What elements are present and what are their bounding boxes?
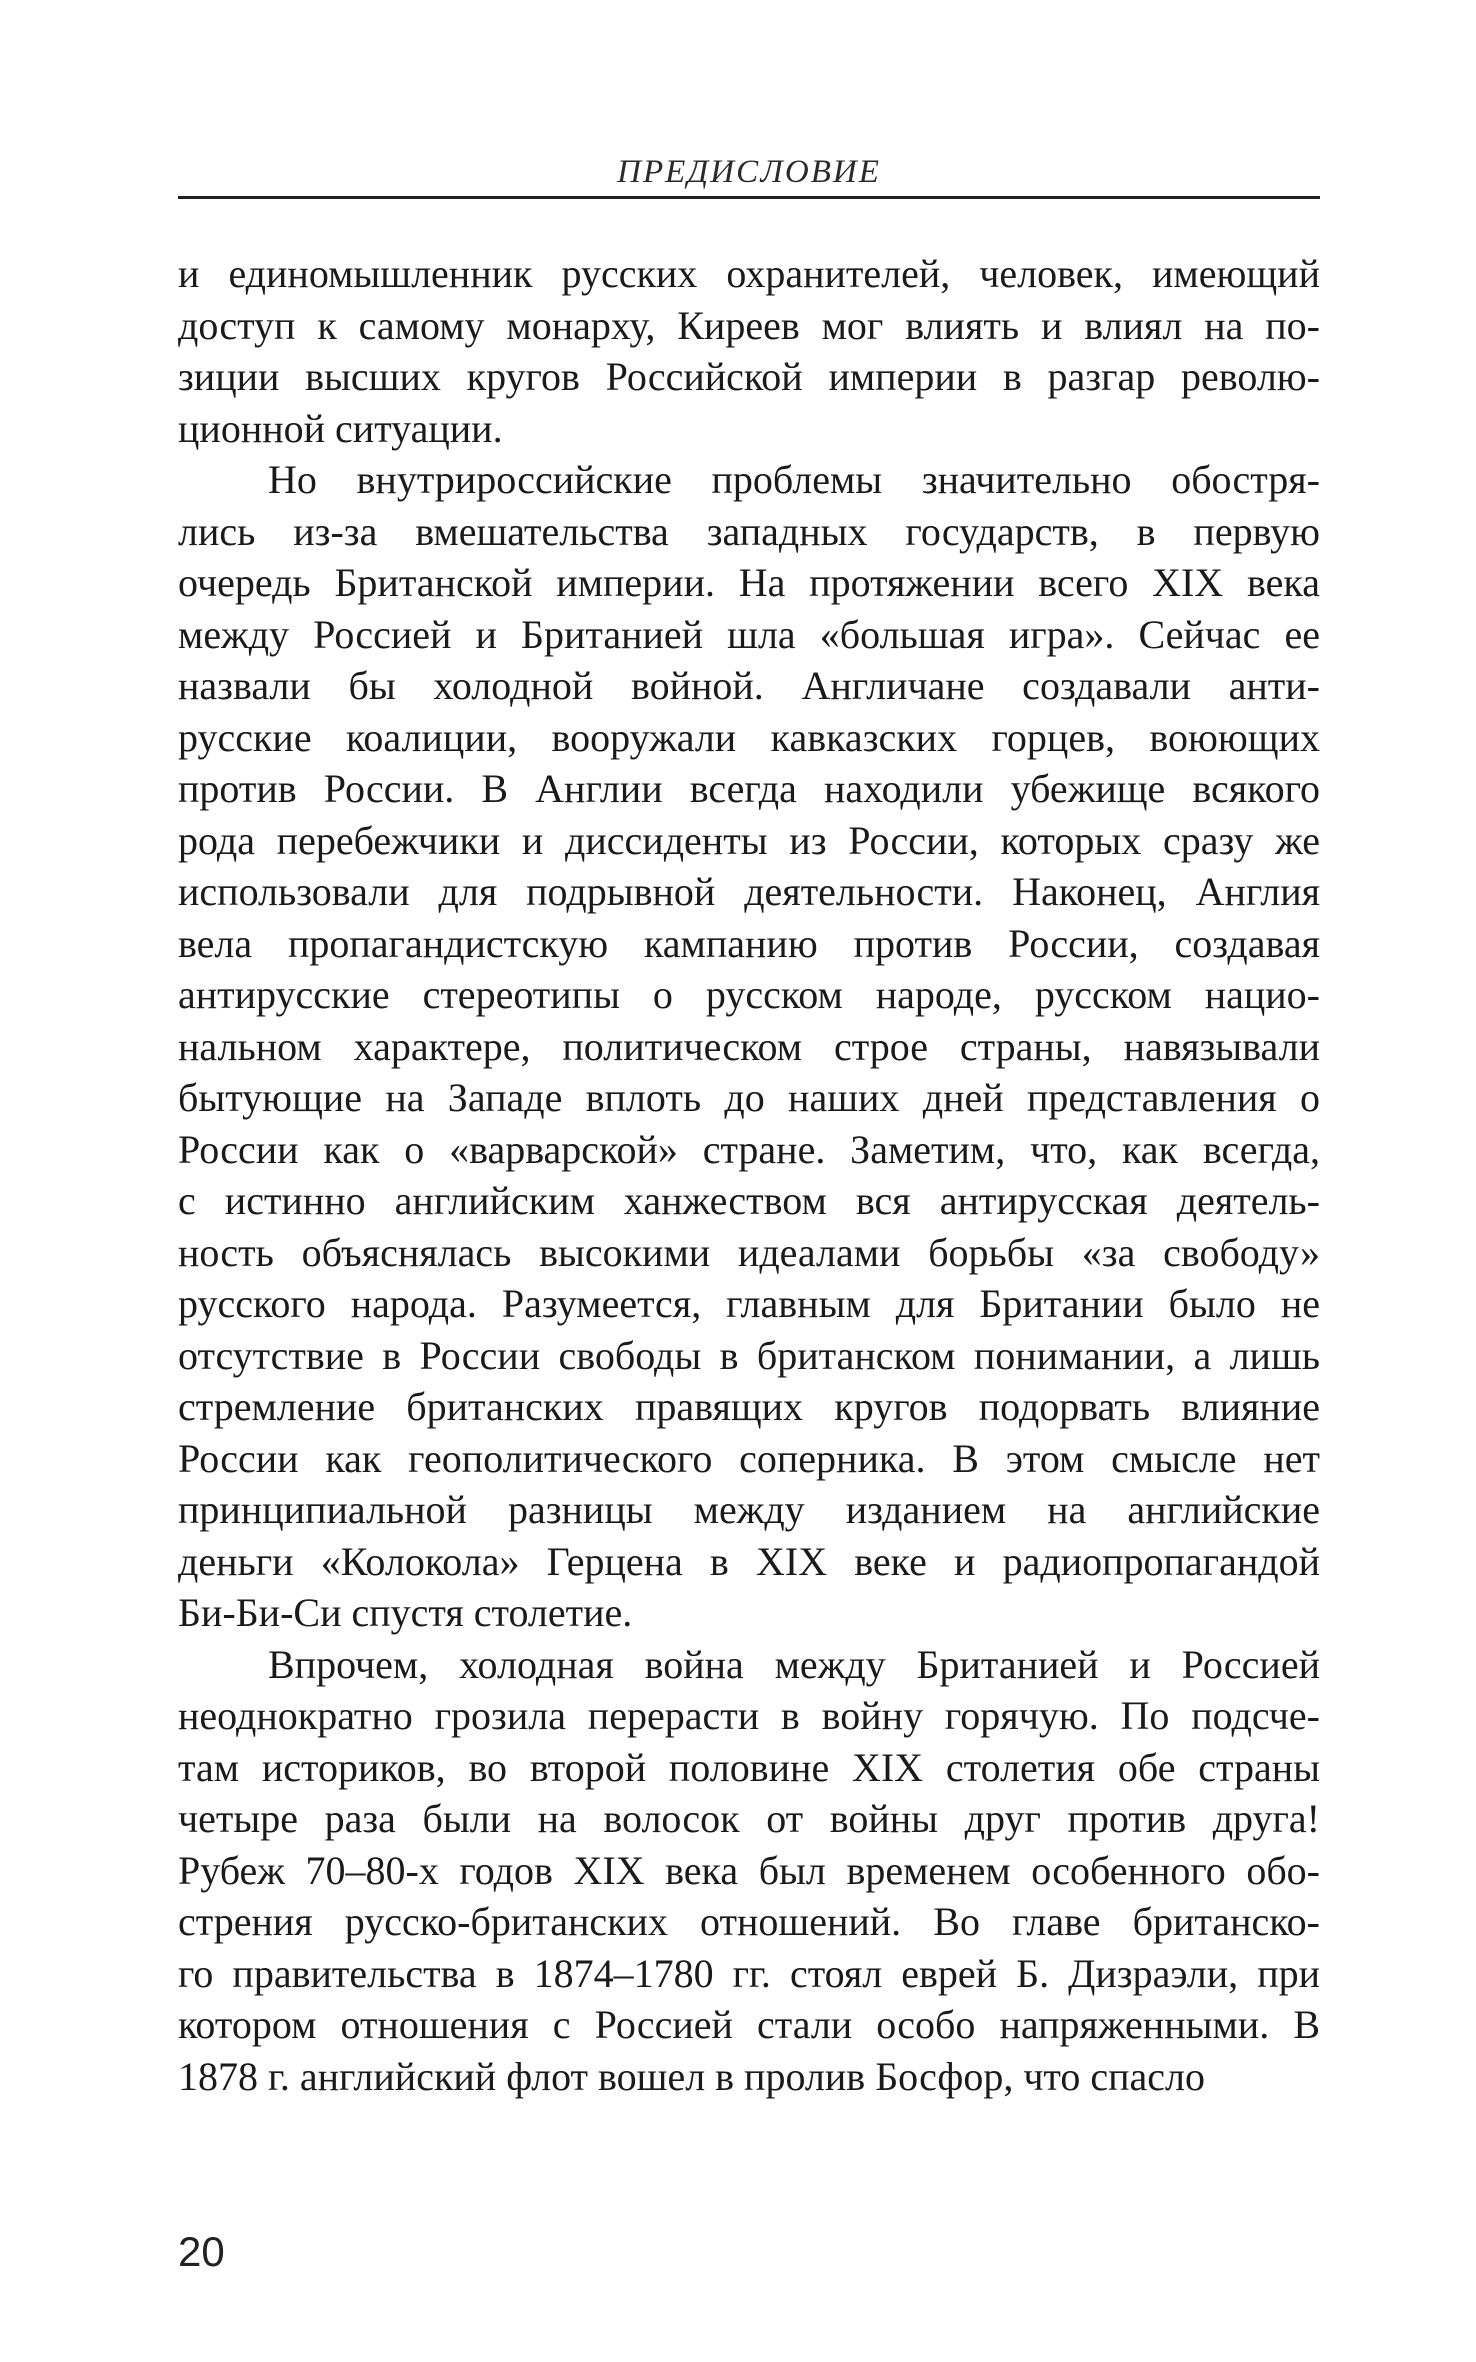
- text-line: русские коалиции, вооружали кавказских горцев, воюющих: [178, 714, 1320, 760]
- text-line: стремление британских правящих кругов подорвать влияние: [178, 1384, 1320, 1429]
- text-line: бытующие на Западе вплоть до наших дней представления о: [178, 1075, 1320, 1120]
- paragraph: [178, 248, 1320, 454]
- text-line: России как геополитического соперника. В этом смысле нет: [178, 1435, 1320, 1481]
- text-line: рода перебежчики и диссиденты из России, которых сразу же: [178, 817, 1320, 863]
- text-line: ционной ситуации.: [178, 405, 503, 451]
- page-number: 20: [178, 2228, 225, 2275]
- text-line: между Россией и Британией шла «большая игра». Сейчас ее: [178, 611, 1320, 657]
- text-line: деньги «Колокола» Герцена в XIX веке и радиопропагандой: [178, 1538, 1320, 1584]
- paragraph: [178, 454, 1320, 1639]
- text-line: котором отношения с Россией стали особо напряженными. В: [178, 2002, 1320, 2047]
- text-line: Но внутрироссийские проблемы значительно обостря-: [268, 457, 1320, 502]
- text-line: Впрочем, холодная война между Британией и Россией: [268, 1641, 1320, 1687]
- text-line: там историков, во второй половине XIX столетия обе страны: [178, 1744, 1320, 1790]
- text-line: нальном характере, политическом строе страны, навязывали: [178, 1023, 1320, 1069]
- body-text: [178, 248, 1320, 2102]
- text-line: очередь Британской империи. На протяжении всего XIX века: [178, 560, 1320, 605]
- text-line: го правительства в 1874–1780 гг. стоял еврей Б. Дизраэли, при: [178, 1950, 1320, 1996]
- text-line: русского народа. Разумеется, главным для Британии было не: [178, 1281, 1320, 1326]
- text-line: Рубеж 70–80-х годов XIX века был временем особенного обо-: [178, 1847, 1320, 1893]
- text-line: лись из-за вмешательства западных государств, в первую: [178, 508, 1320, 554]
- text-line: и единомышленник русских охранителей, человек, имеющий: [178, 251, 1320, 296]
- text-line: неоднократно грозила перерасти в войну горячую. По подсче-: [178, 1693, 1320, 1738]
- paragraph: [178, 1639, 1320, 2103]
- text-line: ность объяснялась высокими идеалами борьбы «за свободу»: [178, 1229, 1320, 1275]
- text-line: Би-Би-Си спустя столетие.: [178, 1590, 633, 1635]
- running-header: ПРЕДИСЛОВИЕ: [178, 150, 1320, 199]
- text-line: использовали для подрывной деятельности. Наконец, Англия: [178, 869, 1320, 914]
- text-line: принципиальной разницы между изданием на английские: [178, 1487, 1320, 1532]
- text-line: с истинно английским ханжеством вся антирусская деятель-: [178, 1178, 1320, 1223]
- text-line: зиции высших кругов Российской империи в разгар револю-: [178, 354, 1320, 399]
- text-line: России как о «варварской» стране. Заметим, что, как всегда,: [178, 1126, 1320, 1172]
- text-line: вела пропагандистскую кампанию против России, создавая: [178, 920, 1320, 966]
- text-line: доступ к самому монарху, Киреев мог влиять и влиял на по-: [178, 302, 1320, 348]
- text-line: против России. В Англии всегда находили убежище всякого: [178, 766, 1320, 811]
- text-line: назвали бы холодной войной. Англичане создавали анти-: [178, 663, 1320, 708]
- text-line: четыре раза были на волосок от войны друг против друга!: [178, 1796, 1320, 1841]
- text-line: стрения русско-британских отношений. Во главе британско-: [178, 1899, 1320, 1944]
- text-line: отсутствие в России свободы в британском понимании, а лишь: [178, 1332, 1320, 1378]
- text-line: 1878 г. английский флот вошел в пролив Босфор, что спасло: [178, 2053, 1206, 2099]
- text-line: антирусские стереотипы о русском народе, русском нацио-: [178, 972, 1320, 1017]
